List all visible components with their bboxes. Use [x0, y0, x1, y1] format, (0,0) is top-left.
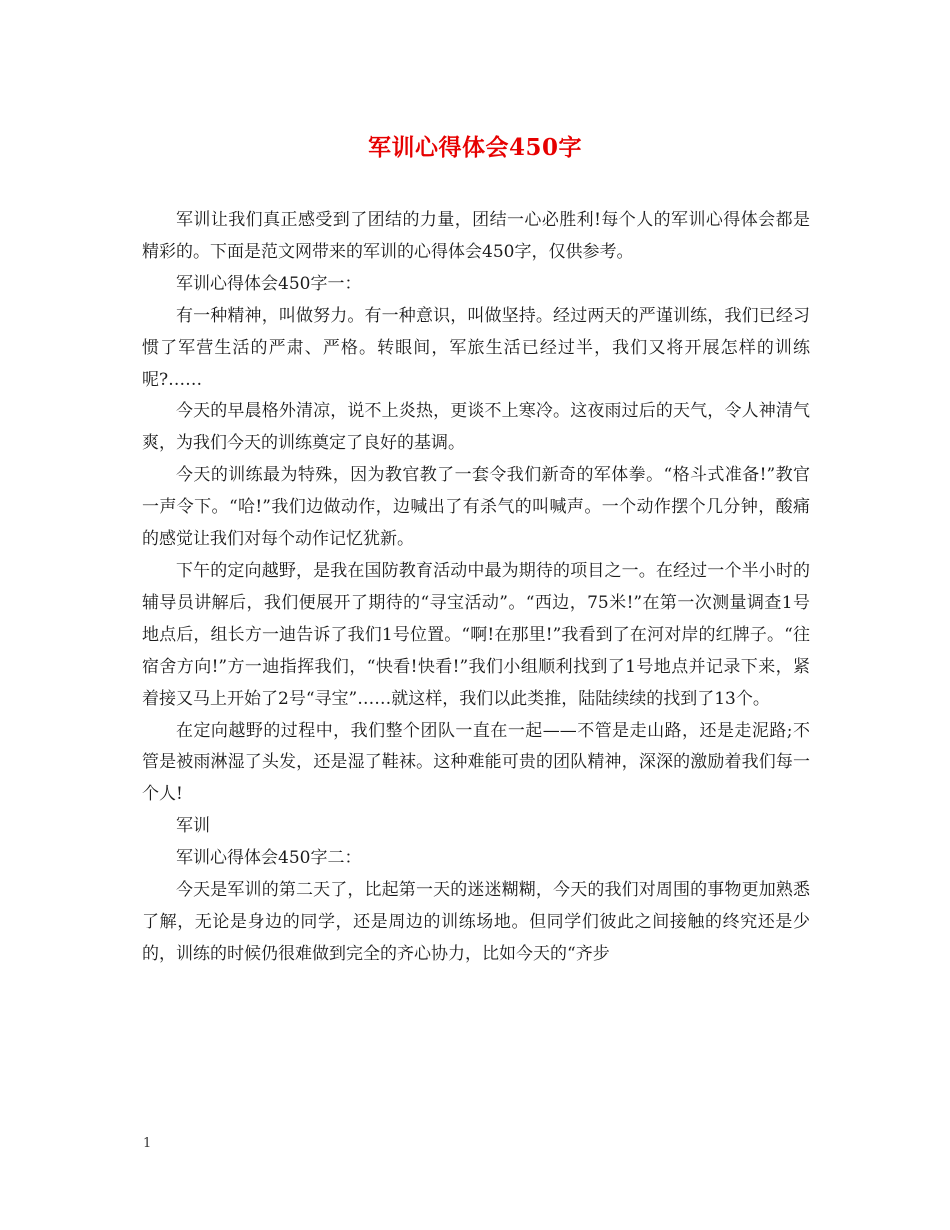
- paragraph-orienteering: 下午的定向越野，是我在国防教育活动中最为期待的项目之一。在经过一个半小时的辅导员讲解后，我们便展开了期待的“寻宝活动”。“西边，75米!”在第一次测量调查1号地点后，组长方一迪告诉了我们1号位置。“啊!在那里!”我看到了在河对岸的红牌子。“往宿舍方向!”方一迪指挥我们，“快看!快看!”我们小组顺利找到了1号地点并记录下来，紧着接又马上开始了2号“寻宝”……就这样，我们以此类推，陆陆续续的找到了13个。: [142, 560, 810, 709]
- paragraph-team-spirit: 在定向越野的过程中，我们整个团队一直在一起——不管是走山路，还是走泥路;不管是被雨淋湿了头发，还是湿了鞋袜。这种难能可贵的团队精神，深深的激励着我们每一个人!: [142, 720, 810, 805]
- paragraph-morning: 今天的早晨格外清凉，说不上炎热，更谈不上寒冷。这夜雨过后的天气，令人神清气爽，为我们今天的训练奠定了良好的基调。: [142, 401, 810, 454]
- page-number: 1: [143, 1136, 152, 1151]
- paragraph-effort: 有一种精神，叫做努力。有一种意识，叫做坚持。经过两天的严谨训练，我们已经习惯了军营生活的严肃、严格。转眼间，军旅生活已经过半，我们又将开展怎样的训练呢?……: [142, 305, 810, 390]
- document-title: 军训心得体会450字: [367, 134, 582, 161]
- paragraph-boxing: 今天的训练最为特殊，因为教官教了一套令我们新奇的军体拳。“格斗式准备!”教官一声令下。“哈!”我们边做动作，边喊出了有杀气的叫喊声。一个动作摆个几分钟，酸痛的感觉让我们对每个动作记忆犹新。: [142, 465, 810, 550]
- paragraph-second-day: 今天是军训的第二天了，比起第一天的迷迷糊糊，今天的我们对周围的事物更加熟悉了解，无论是身边的同学，还是周边的训练场地。但同学们彼此之间接触的终究还是少的，训练的时候仍很难做到完全的齐心协力，比如今天的“齐步: [142, 880, 810, 964]
- paragraph-section-two-heading: 军训心得体会450字二：: [176, 848, 362, 869]
- paragraph-intro: 军训让我们真正感受到了团结的力量，团结一心必胜利!每个人的军训心得体会都是精彩的。下面是范文网带来的军训的心得体会450字，仅供参考。: [142, 210, 810, 262]
- paragraph-section-one-heading: 军训心得体会450字一：: [176, 273, 362, 294]
- paragraph-military-training: 军训: [176, 816, 210, 837]
- document-body: [142, 205, 810, 971]
